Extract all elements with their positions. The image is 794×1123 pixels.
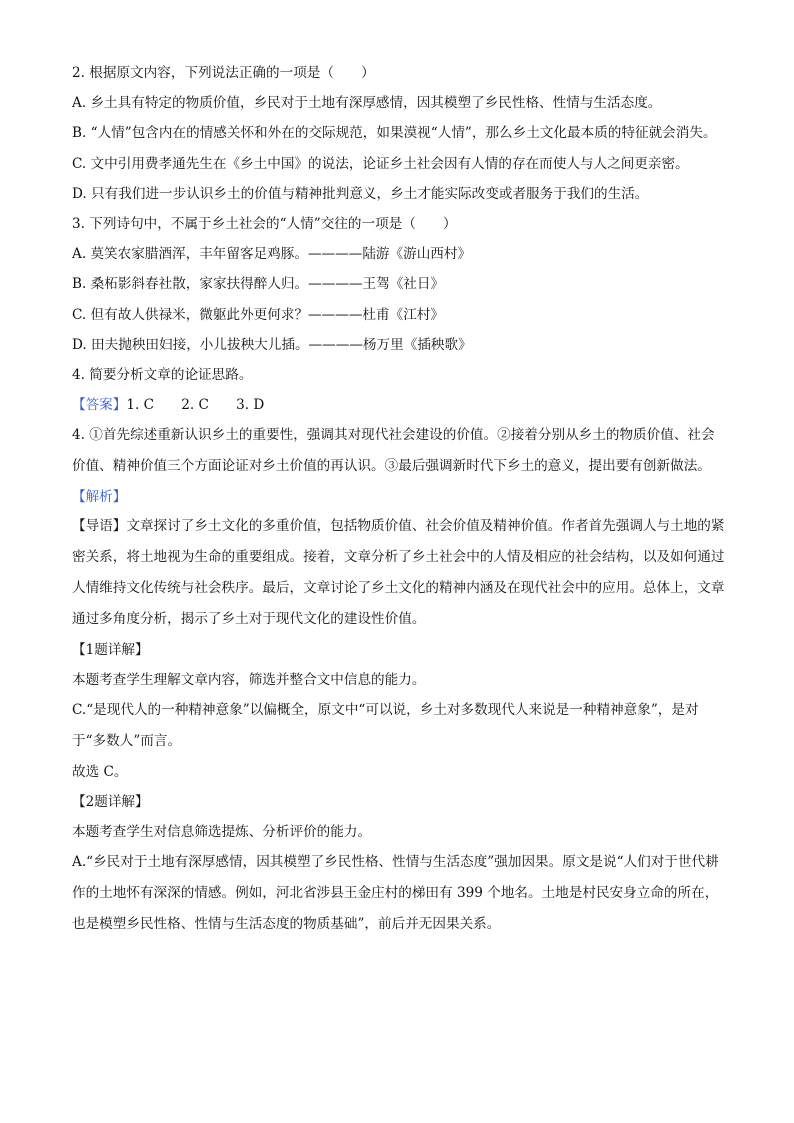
detail-1-text: 本题考查学生理解文章内容，筛选并整合文中信息的能力。 bbox=[72, 672, 426, 689]
option-3c: C. 但有故人供禄米，微躯此外更何求？————杜甫《江村》 bbox=[72, 306, 444, 323]
detail-2-title: 【2题详解】 bbox=[72, 794, 149, 810]
answer-text: 1. C 2. C 3. D bbox=[126, 397, 265, 414]
option-3d: D. 田夫抛秧田妇接，小儿拔秧大儿插。————杨万里《插秧歌》 bbox=[72, 336, 472, 353]
detail-1-title: 【1题详解】 bbox=[72, 642, 149, 659]
question-3: 3. 下列诗句中，不属于乡土社会的“人情”交往的一项是（ ） bbox=[72, 216, 457, 233]
answer-line bbox=[72, 394, 728, 416]
document-page bbox=[72, 62, 728, 944]
question-2: 2. 根据原文内容，下列说法正确的一项是（ ） bbox=[72, 65, 375, 81]
analysis-label: 【解析】 bbox=[72, 488, 127, 505]
answer-label: 【答案】 bbox=[72, 397, 127, 414]
answer-4: 4. ①首先综述重新认识乡土的重要性，强调其对现代社会建设的价值。②接着分别从乡土的物质价值、社会价值、精神价值三个方面论证对乡土价值的再认识。③最后强调新时代下乡土的意义，提出要有创新做法。 bbox=[72, 426, 715, 474]
option-2a: A. 乡土具有特定的物质价值，乡民对于土地有深厚感情，因其模塑了乡民性格、性情与生活态度。 bbox=[72, 95, 662, 112]
detail-2-option-a: A.“乡民对于土地有深厚感情，因其模塑了乡民性格、性情与生活态度”强加因果。原文是说“人们对于世代耕作的土地怀有深深的情感。例如，河北省涉县王金庄村的梯田有 399 个地名。土地是村民安身立命的所在，也是模塑乡民性格、性情与生活态度的物质基础”，前后并无因果关系。 bbox=[72, 853, 719, 932]
guide-paragraph: 【导语】文章探讨了乡土文化的多重价值，包括物质价值、社会价值及精神价值。作者首先强调人与土地的紧密关系，将土地视为生命的重要组成。接着，文章分析了乡土社会中的人情及相应的社会结构，以及如何通过人情维持文化传统与社会秩序。最后，文章讨论了乡土文化的精神内涵及在现代社会中的应用。总体上，文章通过多角度分析，揭示了乡土对于现代文化的建设性价值。 bbox=[72, 518, 725, 628]
question-4: 4. 简要分析文章的论证思路。 bbox=[72, 366, 253, 383]
detail-2-text: 本题考查学生对信息筛选提炼、分析评价的能力。 bbox=[72, 824, 372, 841]
detail-1-choice: 故选 C。 bbox=[72, 763, 128, 780]
detail-1-option-c: C.“是现代人的一种精神意象”以偏概全，原文中“可以说，乡土对多数现代人来说是一种精神意象”，是对于“多数人”而言。 bbox=[72, 702, 699, 750]
option-3b: B. 桑柘影斜春社散，家家扶得醉人归。————王驾《社日》 bbox=[72, 276, 445, 293]
option-3a: A. 莫笑农家腊酒浑，丰年留客足鸡豚。————陆游《游山西村》 bbox=[72, 246, 472, 263]
option-2b: B. “人情”包含内在的情感关怀和外在的交际规范，如果漠视“人情”，那么乡土文化最本质的特征就会消失。 bbox=[72, 124, 717, 141]
option-2d: D. 只有我们进一步认识乡土的价值与精神批判意义，乡土才能实际改变或者服务于我们的生活。 bbox=[72, 185, 649, 202]
option-2c: C. 文中引用费孝通先生在《乡土中国》的说法，论证乡土社会因有人情的存在而使人与人之间更亲密。 bbox=[72, 155, 689, 172]
